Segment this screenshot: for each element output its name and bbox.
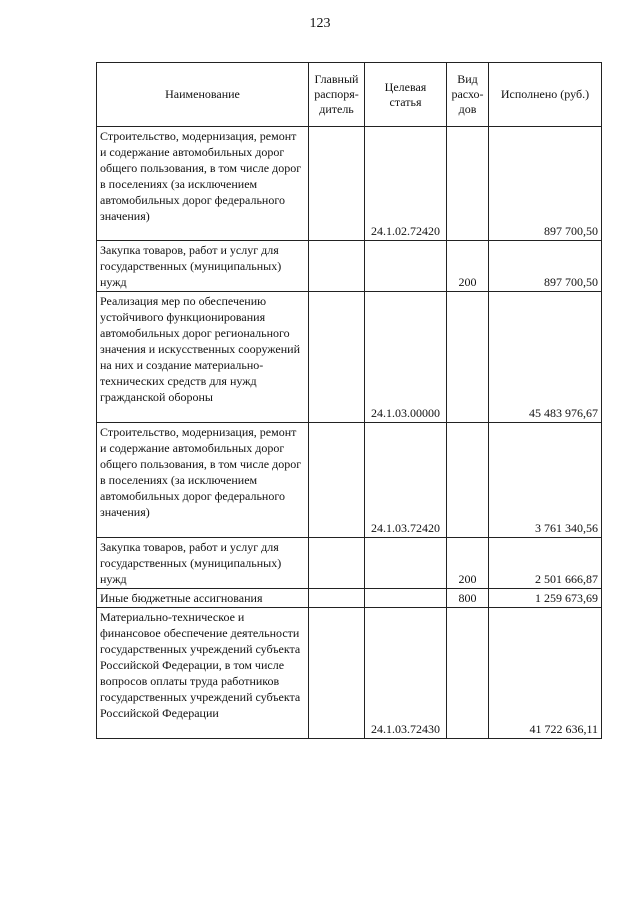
row-amount: 1 259 673,69	[489, 589, 602, 608]
row-amount: 3 761 340,56	[489, 423, 602, 538]
row-target	[365, 241, 447, 292]
row-manager	[309, 127, 365, 241]
row-name: Закупка товаров, работ и услуг для государственных (муниципальных) нужд	[97, 241, 309, 292]
row-target	[365, 589, 447, 608]
row-type	[447, 608, 489, 739]
header-expense-type: Вид расхо-дов	[447, 63, 489, 127]
row-type	[447, 423, 489, 538]
row-manager	[309, 608, 365, 739]
row-type	[447, 127, 489, 241]
row-amount: 897 700,50	[489, 127, 602, 241]
header-manager: Главный распоря-дитель	[309, 63, 365, 127]
table-row	[97, 608, 602, 739]
row-manager	[309, 423, 365, 538]
row-target: 24.1.03.00000	[365, 292, 447, 423]
page-number: 123	[309, 16, 331, 31]
row-target	[365, 538, 447, 589]
row-target: 24.1.03.72430	[365, 608, 447, 739]
table-row	[97, 423, 602, 538]
row-name: Закупка товаров, работ и услуг для государственных (муниципальных) нужд	[97, 538, 309, 589]
table-row	[97, 127, 602, 241]
expenditure-table	[96, 62, 602, 739]
row-target: 24.1.02.72420	[365, 127, 447, 241]
row-manager	[309, 292, 365, 423]
row-type: 200	[447, 538, 489, 589]
header-name: Наименование	[97, 63, 309, 127]
row-name: Строительство, модернизация, ремонт и содержание автомобильных дорог общего пользования, в том числе дорог в поселениях (за исключением автомобильных дорог федерального значения)	[97, 423, 309, 538]
row-manager	[309, 241, 365, 292]
table-row	[97, 292, 602, 423]
row-name: Иные бюджетные ассигнования	[97, 589, 309, 608]
table-row	[97, 241, 602, 292]
row-amount: 41 722 636,11	[489, 608, 602, 739]
row-name: Строительство, модернизация, ремонт и содержание автомобильных дорог общего пользования, в том числе дорог в поселениях (за исключением автомобильных дорог федерального значения)	[97, 127, 309, 241]
header-executed: Исполнено (руб.)	[489, 63, 602, 127]
header-target-article: Целевая статья	[365, 63, 447, 127]
row-type	[447, 292, 489, 423]
row-name: Материально-техническое и финансовое обеспечение деятельности государственных учреждений субъекта Российской Федерации, в том числе вопросов оплаты труда работников государственных учреждений субъекта Российской Федерации	[97, 608, 309, 739]
row-target: 24.1.03.72420	[365, 423, 447, 538]
table-row	[97, 538, 602, 589]
row-amount: 45 483 976,67	[489, 292, 602, 423]
table-header-row	[97, 63, 602, 127]
row-manager	[309, 589, 365, 608]
row-type: 200	[447, 241, 489, 292]
row-amount: 2 501 666,87	[489, 538, 602, 589]
row-type: 800	[447, 589, 489, 608]
table-row	[97, 589, 602, 608]
row-name: Реализация мер по обеспечению устойчивого функционирования автомобильных дорог регионального значения и искусственных сооружений на них и создание материально-технических средств для нужд гражданской обороны	[97, 292, 309, 423]
row-amount: 897 700,50	[489, 241, 602, 292]
row-manager	[309, 538, 365, 589]
